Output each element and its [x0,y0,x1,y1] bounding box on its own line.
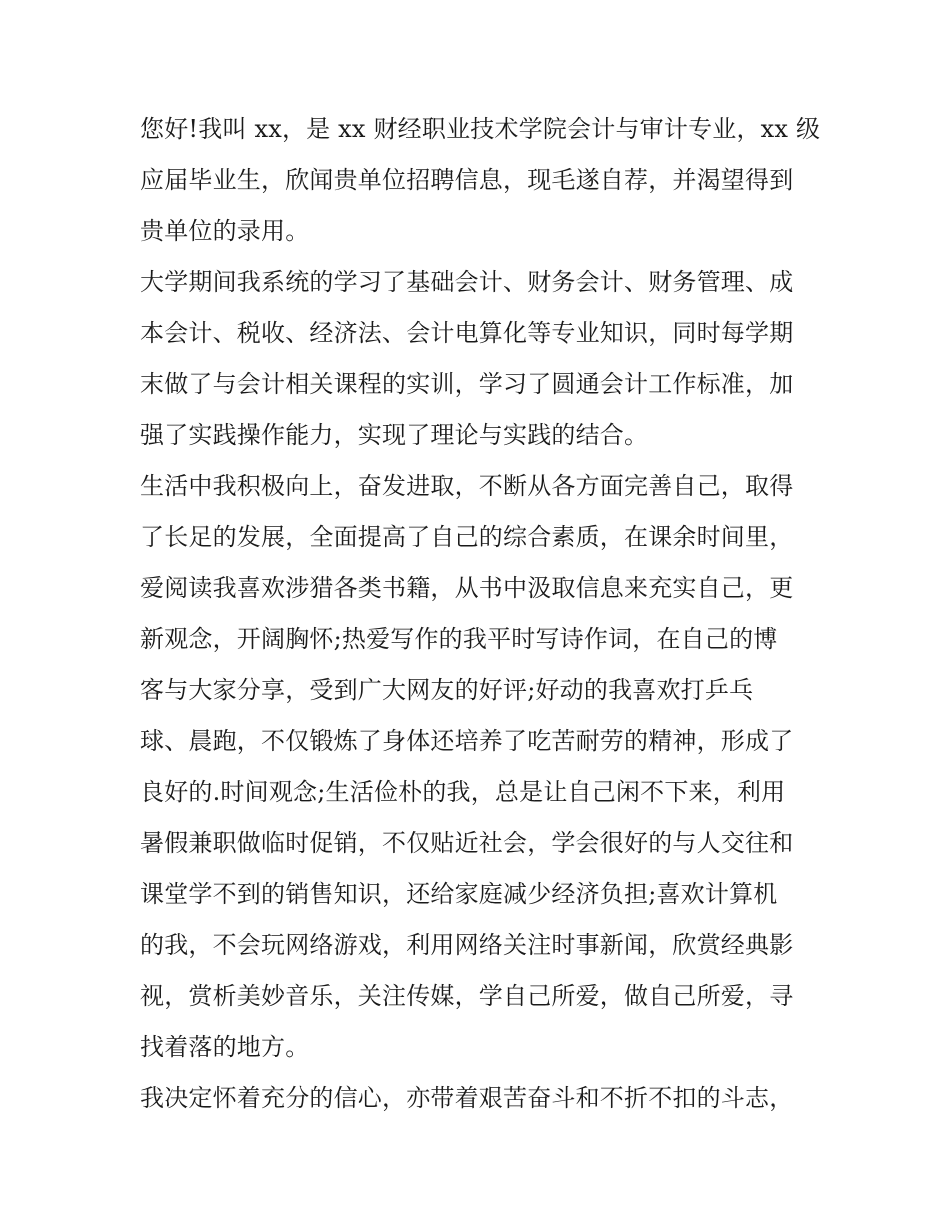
text-line: 的我，不会玩网络游戏，利用网络关注时事新闻，欣赏经典影 [140,931,794,959]
text-line: 生活中我积极向上，奋发进取，不断从各方面完善自己，取得 [140,472,794,500]
text-line: 课堂学不到的销售知识，还给家庭减少经济负担;喜欢计算机 [140,880,778,908]
text-line: 良好的.时间观念;生活俭朴的我，总是让自己闲不下来，利用 [140,778,786,806]
text-line: 我决定怀着充分的信心，亦带着艰苦奋斗和不折不扣的斗志， [140,1084,794,1112]
text-line: 爱阅读我喜欢涉猎各类书籍，从书中汲取信息来充实自己，更 [140,574,794,602]
text-line: 大学期间我系统的学习了基础会计、财务会计、财务管理、成 [140,268,794,296]
text-line: 本会计、税收、经济法、会计电算化等专业知识，同时每学期 [140,319,794,347]
text-line: 您好!我叫 xx，是 xx 财经职业技术学院会计与审计专业，xx 级 [140,115,821,143]
text-line: 强了实践操作能力，实现了理论与实践的结合。 [140,421,649,449]
text-line: 新观念，开阔胸怀;热爱写作的我平时写诗作词，在自己的博 [140,625,778,653]
text-line: 贵单位的录用。 [140,217,310,245]
text-line: 暑假兼职做临时促销，不仅贴近社会，学会很好的与人交往和 [140,829,794,857]
text-line: 球、晨跑，不仅锻炼了身体还培养了吃苦耐劳的精神，形成了 [140,727,794,755]
text-line: 末做了与会计相关课程的实训，学习了圆通会计工作标准，加 [140,370,794,398]
cover-letter-body [140,109,820,1129]
text-line: 找着落的地方。 [140,1033,310,1061]
text-line: 应届毕业生，欣闻贵单位招聘信息，现毛遂自荐，并渴望得到 [140,166,794,194]
text-line: 客与大家分享，受到广大网友的好评;好动的我喜欢打乒乓 [140,676,754,704]
text-line: 视，赏析美妙音乐，关注传媒，学自己所爱，做自己所爱，寻 [140,982,794,1010]
text-line: 了长足的发展，全面提高了自己的综合素质，在课余时间里， [140,523,794,551]
